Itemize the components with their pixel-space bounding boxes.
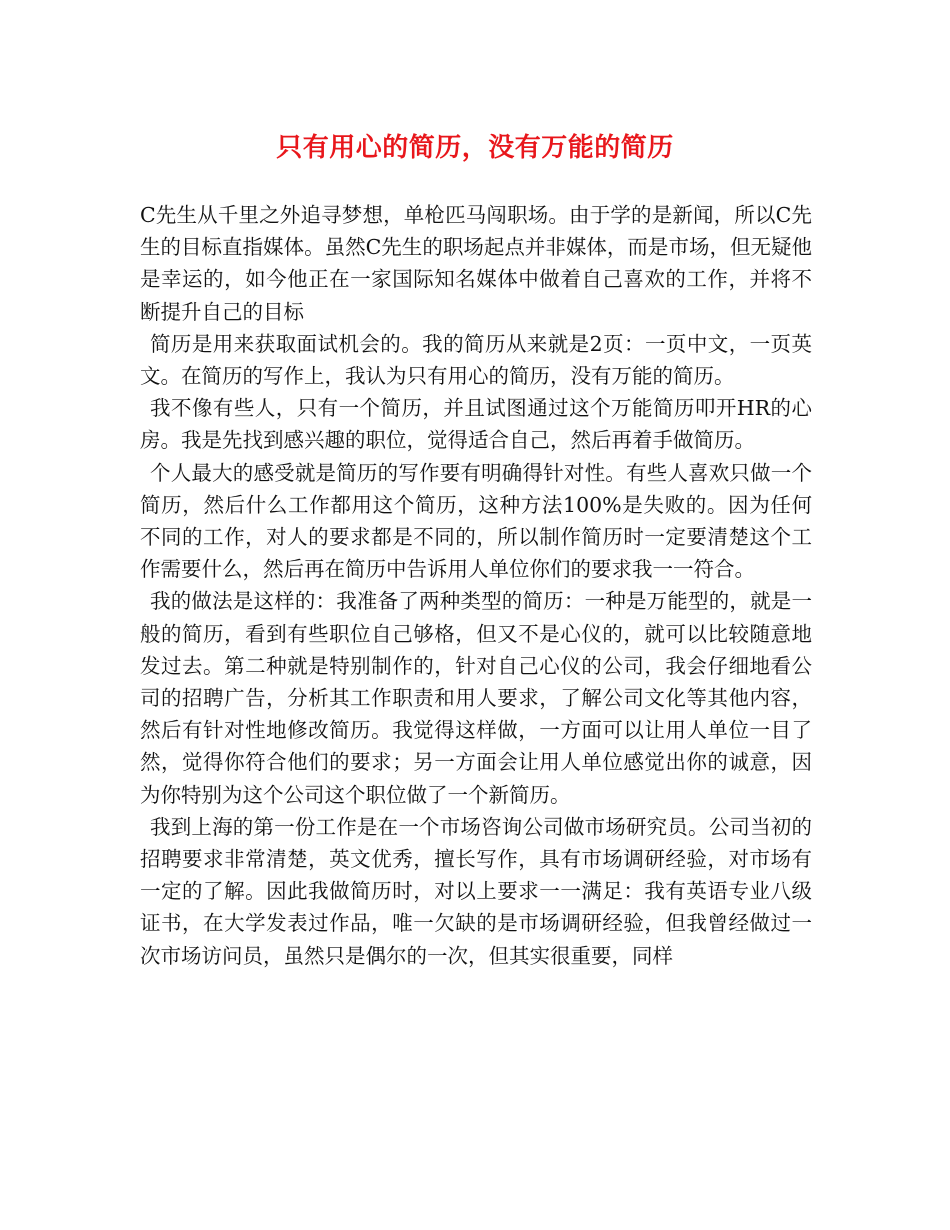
paragraph-6: 我到上海的第一份工作是在一个市场咨询公司做市场研究员。公司当初的招聘要求非常清楚，英文优秀，擅长写作，具有市场调研经验，对市场有一定的了解。因此我做简历时，对以上要求一一满足：我有英语专业八级证书，在大学发表过作品，唯一欠缺的是市场调研经验，但我曾经做过一次市场访问员，虽然只是偶尔的一次，但其实很重要，同样 <box>140 814 812 968</box>
document-body <box>140 199 812 972</box>
paragraph-1: C先生从千里之外追寻梦想，单枪匹马闯职场。由于学的是新闻，所以C先生的目标直指媒体。虽然C先生的职场起点并非媒体，而是市场，但无疑他是幸运的，如今他正在一家国际知名媒体中做着自己喜欢的工作，并将不断提升自己的目标 <box>140 203 812 324</box>
paragraph-4: 个人最大的感受就是简历的写作要有明确得针对性。有些人喜欢只做一个简历，然后什么工作都用这个简历，这种方法100%是失败的。因为任何不同的工作，对人的要求都是不同的，所以制作简历时一定要清楚这个工作需要什么，然后再在简历中告诉用人单位你们的要求我一一符合。 <box>140 460 812 582</box>
paragraph-5: 我的做法是这样的：我准备了两种类型的简历：一种是万能型的，就是一般的简历，看到有些职位自己够格，但又不是心仪的，就可以比较随意地发过去。第二种就是特别制作的，针对自己心仪的公司，我会仔细地看公司的招聘广告，分析其工作职责和用人要求，了解公司文化等其他内容，然后有针对性地修改简历。我觉得这样做，一方面可以让用人单位一目了然，觉得你符合他们的要求；另一方面会让用人单位感觉出你的诚意，因为你特别为这个公司这个职位做了一个新简历。 <box>140 589 812 807</box>
paragraph-2: 简历是用来获取面试机会的。我的简历从来就是2页：一页中文，一页英文。在简历的写作上，我认为只有用心的简历，没有万能的简历。 <box>140 331 812 389</box>
document-title: 只有用心的简历，没有万能的简历 <box>276 133 674 163</box>
paragraph-3: 我不像有些人，只有一个简历，并且试图通过这个万能简历叩开HR的心房。我是先找到感兴趣的职位，觉得适合自己，然后再着手做简历。 <box>140 396 812 453</box>
